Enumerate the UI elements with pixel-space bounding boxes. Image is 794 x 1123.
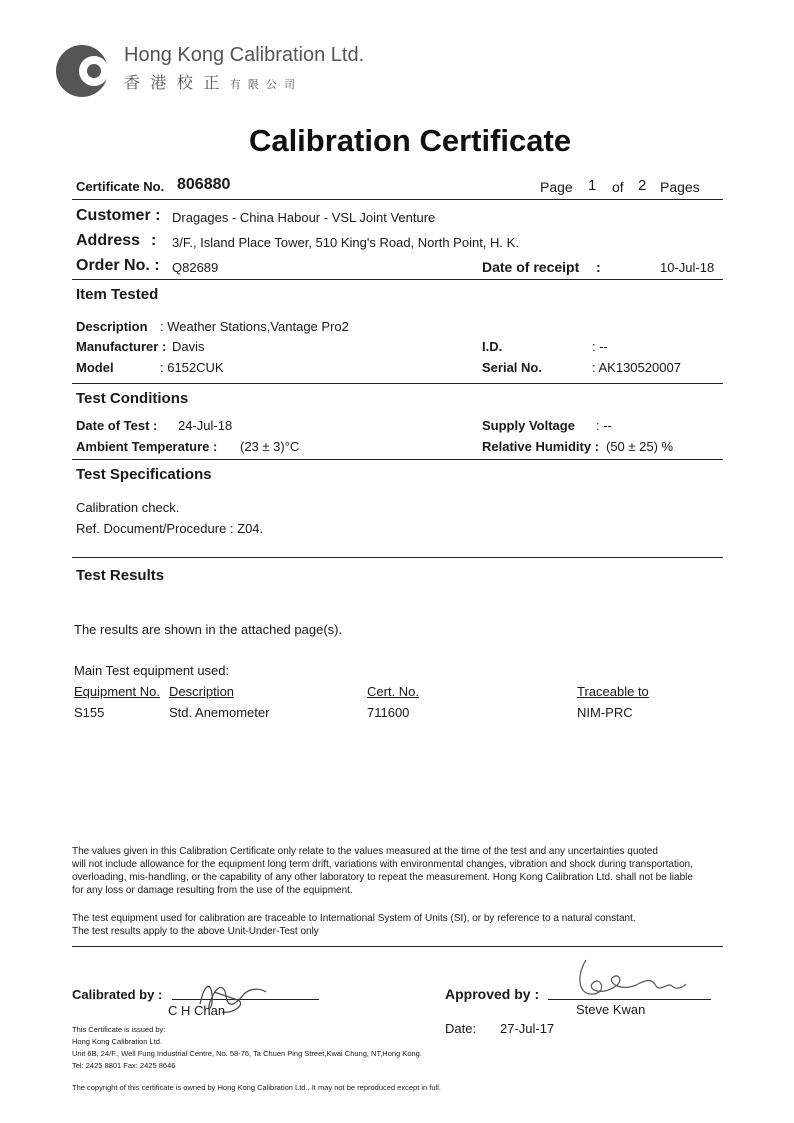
date-label: Date: (445, 1021, 477, 1036)
date-value: 27-Jul-17 (500, 1021, 555, 1036)
copyright-notice: The copyright of this certificate is owned by Hong Kong Calibration Ltd., It may not be reproduced except in full. (72, 1083, 441, 1092)
test-conditions-heading: Test Conditions (76, 390, 189, 407)
customer-label: Customer : (76, 207, 161, 224)
address-value: 3/F., Island Place Tower, 510 King's Road, North Point, H. K. (172, 235, 519, 250)
description-label: Description (76, 319, 148, 334)
issuer-line: This Certificate is issued by: (72, 1025, 166, 1034)
results-text: The results are shown in the attached page(s). (74, 622, 343, 637)
model-value: : 6152CUK (160, 360, 224, 375)
approved-by-label: Approved by : (445, 986, 540, 1002)
order-no-value: Q82689 (172, 260, 219, 275)
order-no-label: Order No. : (76, 257, 160, 274)
issuer-line: Unit 6B, 24/F., Well Fung Industrial Centre, No. 58-76, Ta Chuen Ping Street,Kwai Chung, NT,Hong Kong. (72, 1049, 422, 1058)
divider (72, 199, 723, 200)
receipt-label: Date of receipt (482, 259, 580, 275)
divider (72, 459, 723, 460)
traceability-line: The test equipment used for calibration are traceable to International System of Units (SI), or by reference to a natural constant. (72, 913, 636, 924)
humidity-label: Relative Humidity : (482, 439, 600, 454)
divider (72, 279, 723, 280)
receipt-value: 10-Jul-18 (660, 260, 715, 275)
page-title: Calibration Certificate (248, 123, 572, 158)
date-of-test-label: Date of Test : (76, 418, 158, 433)
address-label: Address (76, 232, 141, 249)
serial-no-label: Serial No. (482, 360, 542, 375)
item-tested-heading: Item Tested (76, 286, 159, 303)
supply-voltage-value: : -- (596, 418, 612, 433)
issuer-block (72, 1024, 492, 1072)
calibrated-by-name: C H Chan (168, 1003, 226, 1018)
column-header-traceable: Traceable to (577, 684, 649, 699)
column-header-equipment-no: Equipment No. (74, 684, 160, 699)
page-number: 1 (588, 177, 597, 194)
issuer-line: Hong Kong Calibration Ltd. (72, 1037, 163, 1046)
disclaimer-line: for any loss or damage resulting from the use of the equipment. (72, 885, 353, 896)
humidity-value: (50 ± 25) % (606, 439, 674, 454)
divider (72, 946, 723, 947)
description-value: : Weather Stations,Vantage Pro2 (160, 319, 349, 334)
model-label: Model (76, 360, 114, 375)
issuer-line: Tel: 2425 8801 Fax: 2425 8646 (72, 1061, 176, 1070)
page-total: 2 (638, 177, 647, 194)
disclaimer-line: The values given in this Calibration Certificate only relate to the values measured at the time of the test and any uncertainties quoted (72, 846, 658, 857)
manufacturer-value: Davis (172, 339, 205, 354)
column-header-description: Description (169, 684, 235, 699)
disclaimer-line: will not include allowance for the equipment long term drift, variations with environmental changes, vibration and shock during transportation, (72, 859, 693, 870)
ambient-temp-label: Ambient Temperature : (76, 439, 218, 454)
ambient-temp-value: (23 ± 3)°C (240, 439, 300, 454)
company-name: Hong Kong Calibration Ltd. (124, 44, 365, 66)
page-label: Page (540, 179, 573, 195)
traceability-paragraph (72, 912, 752, 938)
company-name-chinese (124, 70, 297, 93)
pages-label: Pages (660, 179, 700, 195)
traceability-line: The test results apply to the above Unit-Under-Test only (72, 926, 319, 937)
specs-line: Calibration check. (76, 500, 180, 515)
serial-no-value: : AK130520007 (592, 360, 681, 375)
disclaimer-line: overloading, mis-handling, or the capability of any other laboratory to repeat the measurement. Hong Kong Calibration Ltd. shall not be liable (72, 872, 693, 883)
id-label: I.D. (482, 339, 503, 354)
divider (72, 383, 723, 384)
table-cell-equipment-no: S155 (74, 705, 105, 720)
specs-line: Ref. Document/Procedure : Z04. (76, 521, 264, 536)
column-header-cert-no: Cert. No. (367, 684, 420, 699)
company-logo (55, 44, 109, 98)
table-cell-cert-no: 711600 (367, 705, 410, 720)
company-name-cn-suffix: 有 限 公 司 (229, 79, 297, 91)
disclaimer-paragraph (72, 845, 752, 897)
approved-by-name: Steve Kwan (576, 1002, 646, 1017)
id-value: : -- (592, 339, 608, 354)
certificate-no-label: Certificate No. (76, 179, 165, 194)
manufacturer-label: Manufacturer : (76, 339, 167, 354)
table-cell-description: Std. Anemometer (169, 705, 270, 720)
divider (72, 557, 723, 558)
certificate-no-value: 806880 (177, 176, 231, 193)
date-of-test-value: 24-Jul-18 (178, 418, 233, 433)
receipt-colon: : (596, 259, 601, 275)
test-results-heading: Test Results (76, 567, 165, 584)
supply-voltage-label: Supply Voltage (482, 418, 575, 433)
calibrated-by-label: Calibrated by : (72, 987, 163, 1002)
equipment-intro: Main Test equipment used: (74, 663, 230, 678)
signature-kwan (572, 956, 692, 1004)
table-cell-traceable: NIM-PRC (577, 705, 633, 720)
customer-value: Dragages - China Habour - VSL Joint Venture (172, 210, 436, 225)
of-label: of (612, 179, 624, 195)
address-colon: : (151, 232, 157, 249)
test-specs-heading: Test Specifications (76, 466, 212, 483)
company-name-cn-main: 香 港 校 正 (124, 75, 223, 92)
